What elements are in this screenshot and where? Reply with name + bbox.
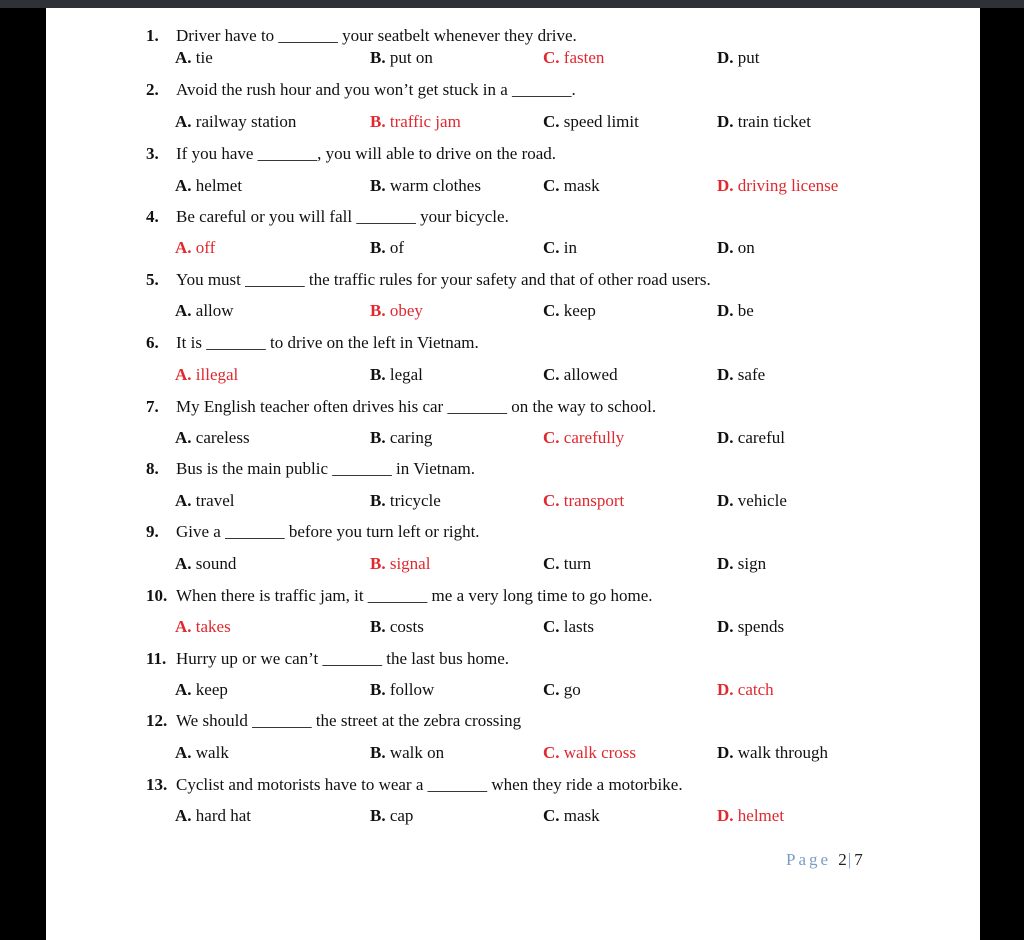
option-d-correct: D. catch: [717, 680, 774, 699]
question-9: 9. Give a _______ before you turn left or right.: [146, 522, 480, 541]
question-5: 5. You must _______ the traffic rules for your safety and that of other road users.: [146, 270, 711, 289]
question-10: 10. When there is traffic jam, it _______ me a very long time to go home.: [146, 586, 653, 605]
question-8: 8. Bus is the main public _______ in Vietnam.: [146, 459, 475, 478]
option-d: D. walk through: [717, 743, 828, 762]
option-b: B. warm clothes: [370, 176, 481, 195]
option-d: D. on: [717, 238, 755, 257]
option-c-correct: C. walk cross: [543, 743, 637, 762]
option-a: A. keep: [175, 680, 228, 699]
question-6: 6. It is _______ to drive on the left in Vietnam.: [146, 333, 479, 352]
option-c: C. allowed: [543, 365, 618, 384]
option-b: B. put on: [370, 48, 433, 67]
question-1: [146, 26, 577, 46]
option-b: B. cap: [370, 806, 414, 825]
question-12: 12. We should _______ the street at the zebra crossing: [146, 711, 522, 730]
option-a: A. railway station: [175, 112, 297, 131]
option-b: B. caring: [370, 428, 433, 447]
option-a-correct: A. takes: [175, 617, 231, 636]
option-d-correct: D. driving license: [717, 176, 839, 195]
option-b: B. follow: [370, 680, 435, 699]
option-c: C. keep: [543, 301, 596, 320]
option-c: C. in: [543, 238, 578, 257]
option-a: A. helmet: [175, 176, 243, 195]
question-2: 2. Avoid the rush hour and you won’t get stuck in a _______.: [146, 80, 576, 99]
question-4: 4. Be careful or you will fall _______ your bicycle.: [146, 207, 509, 226]
option-d: D. careful: [717, 428, 785, 447]
question-text: Driver have to _______ your seatbelt whenever they drive.: [176, 26, 577, 45]
page-total: 7: [854, 850, 864, 869]
option-d: D. vehicle: [717, 491, 787, 510]
option-b: B. legal: [370, 365, 423, 384]
option-b-correct: B. obey: [370, 301, 423, 320]
option-c: C. lasts: [543, 617, 595, 636]
option-d: D. put: [717, 48, 760, 67]
option-a-correct: A. off: [175, 238, 216, 257]
option-b-correct: B. signal: [370, 554, 431, 573]
document-page: [46, 8, 980, 940]
question-3: 3. If you have _______, you will able to drive on the road.: [146, 144, 557, 163]
page-current: 2: [838, 850, 848, 869]
option-a-correct: A. illegal: [175, 365, 239, 384]
option-a: A. tie: [175, 48, 213, 67]
option-a: A. allow: [175, 301, 234, 320]
option-d: D. train ticket: [717, 112, 811, 131]
option-a: A. walk: [175, 743, 229, 762]
viewer-top-bar: [0, 0, 1024, 8]
option-d: D. spends: [717, 617, 785, 636]
option-c: C. mask: [543, 806, 600, 825]
option-d: D. safe: [717, 365, 766, 384]
option-c: C. speed limit: [543, 112, 639, 131]
option-c-correct: C. fasten: [543, 48, 605, 67]
option-c-correct: C. transport: [543, 491, 625, 510]
option-a: A. travel: [175, 491, 235, 510]
page-number-footer: [786, 850, 864, 870]
option-c: C. turn: [543, 554, 592, 573]
option-d-correct: D. helmet: [717, 806, 785, 825]
question-number: 1.: [146, 26, 159, 45]
option-a: A. hard hat: [175, 806, 252, 825]
option-b: B. of: [370, 238, 405, 257]
option-d: D. be: [717, 301, 754, 320]
question-7: 7. My English teacher often drives his car _______ on the way to school.: [146, 397, 657, 416]
option-a: A. sound: [175, 554, 237, 573]
question-13: 13. Cyclist and motorists have to wear a _______ when they ride a motorbike.: [146, 775, 683, 794]
option-d: D. sign: [717, 554, 767, 573]
question-11: 11. Hurry up or we can’t _______ the last bus home.: [146, 649, 510, 668]
option-b: B. walk on: [370, 743, 445, 762]
option-c: C. mask: [543, 176, 600, 195]
page-separator: |: [847, 850, 855, 869]
option-b-correct: B. traffic jam: [370, 112, 461, 131]
option-b: B. costs: [370, 617, 424, 636]
option-c: C. go: [543, 680, 581, 699]
option-a: A. careless: [175, 428, 250, 447]
page-label: Page: [786, 850, 832, 869]
option-b: B. tricycle: [370, 491, 441, 510]
option-c-correct: C. carefully: [543, 428, 625, 447]
